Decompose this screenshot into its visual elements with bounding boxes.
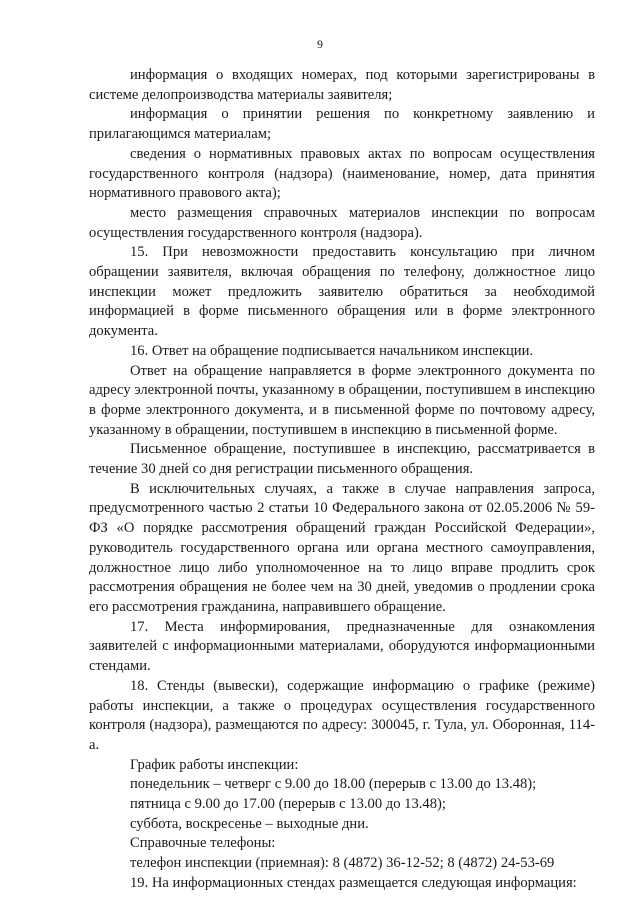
schedule-mon-thu: понедельник – четверг с 9.00 до 18.00 (перерыв с 13.00 до 13.48); (130, 776, 537, 793)
paragraph-item-17: 17. Места информирования, предназначенные для ознакомления заявителей с информационными материалами, оборудуются информационными стендами. (89, 618, 595, 675)
paragraph-item-19: 19. На информационных стендах размещается следующая информация: (130, 874, 577, 891)
paragraph-extension-cases: В исключительных случаях, а также в случае направления запроса, предусмотренного частью 2 статьи 10 Федерального закона от 02.05.2006 № 59-ФЗ «О порядке рассмотрения обращений граждан Российской Федерации», руководитель государственного органа или органа местного самоуправления, должностное лицо либо уполномоченное на то лицо вправе продлить срок рассмотрения обращения не более чем на 30 дней, уведомив о продлении срока его рассмотрения гражданина, направившего обращение. (89, 480, 595, 615)
schedule-weekend: суббота, воскресенье – выходные дни. (130, 815, 369, 832)
reference-phones: телефон инспекции (приемная): 8 (4872) 36-12-52; 8 (4872) 24-53-69 (130, 855, 555, 872)
paragraph-item-15: 15. При невозможности предоставить консультацию при личном обращении заявителя, включая обращения по телефону, должностное лицо инспекции может предложить заявителю обратиться за необходимой информацией в форме письменного обращения или в форме электронного документа. (89, 244, 595, 340)
schedule-heading: График работы инспекции: (130, 756, 299, 773)
paragraph-item-16: 16. Ответ на обращение подписывается начальником инспекции. (130, 342, 534, 359)
paragraph-item-18: 18. Стенды (вывески), содержащие информацию о графике (режиме) работы инспекции, а также о процедурах осуществления государственного контроля (надзора), размещаются по адресу: 300045, г. Тула, ул. Оборонная, 114-а. (89, 677, 595, 753)
paragraph-legal-acts-info: сведения о нормативных правовых актах по вопросам осуществления государственного контроля (надзора) (наименование, номер, дата принятия нормативного правового акта); (89, 145, 595, 202)
paragraph-response-delivery: Ответ на обращение направляется в форме электронного документа по адресу электронной почты, указанному в обращении, поступившем в инспекцию в форме электронного документа, и в письменной форме по почтовому адресу, указанному в обращении, поступившем в инспекцию в письменной форме. (89, 362, 595, 438)
paragraph-decision-info: информация о принятии решения по конкретному заявлению и прилагающимся материалам; (89, 106, 595, 143)
paragraph-incoming-numbers-info: информация о входящих номерах, под которыми зарегистрированы в системе делопроизводства материалы заявителя; (89, 67, 595, 103)
paragraph-review-period: Письменное обращение, поступившее в инспекцию, рассматривается в течение 30 дней со дня регистрации письменного обращения. (89, 441, 595, 478)
reference-phones-heading: Справочные телефоны: (130, 835, 276, 852)
paragraph-reference-materials-location: место размещения справочных материалов инспекции по вопросам осуществления государственного контроля (надзора). (89, 204, 595, 241)
document-body (89, 66, 595, 894)
page-number: 9 (317, 37, 323, 51)
schedule-friday: пятница с 9.00 до 17.00 (перерыв с 13.00 до 13.48); (130, 796, 446, 813)
